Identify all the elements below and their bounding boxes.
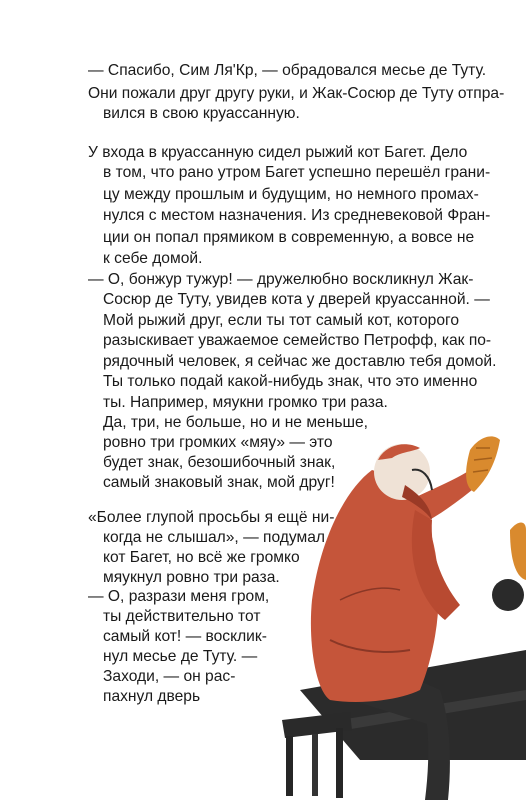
text-line: вился в свою круассанную. [103, 105, 300, 122]
text-line: — О, разрази меня гром, [88, 588, 270, 605]
text-line: Сосюр де Туту, увидев кота у дверей круассанной. — [103, 291, 490, 308]
text-line: мяукнул ровно три раза. [103, 569, 280, 586]
text-line: Заходи, — он рас- [103, 668, 236, 685]
text-line: ции он попал прямиком в современную, а вовсе не [103, 228, 475, 246]
text-line: когда не слышал», — подумал [103, 529, 326, 546]
text-line: рядочный человек, я сейчас же доставлю тебя домой. [103, 352, 497, 370]
text-line: — О, бонжур тужур! — дружелюбно воскликнул Жак- [88, 271, 474, 288]
text-line: Мой рыжий друг, если ты тот самый кот, которого [103, 311, 460, 329]
text-line: нулся с местом назначения. Из средневековой Фран- [103, 207, 491, 224]
text-line: ровно три громких «мяу» — это [103, 434, 333, 451]
text-line: нул месье де Туту. — [103, 648, 258, 665]
text-line: ты. Например, мяукни громко три раза. [103, 393, 388, 411]
text-line: к себе домой. [103, 250, 203, 267]
text-line: будет знак, безошибочный знак, [103, 454, 336, 471]
text-line: Ты только подай какой-нибудь знак, что это именно [103, 373, 478, 390]
text-line: Да, три, не больше, но и не меньше, [103, 414, 368, 431]
text-line: У входа в круассанную сидел рыжий кот Багет. Дело [88, 144, 468, 161]
text-line: самый знаковый знак, мой друг! [103, 474, 335, 491]
text-line: в том, что рано утром Багет успешно перешёл грани- [103, 164, 491, 181]
text-line: разыскивает уважаемое семейство Петрофф, как по- [103, 332, 492, 349]
croissant-illustration [466, 436, 500, 492]
text-line: кот Багет, но всё же громко [103, 549, 300, 566]
text-line: пахнул дверь [103, 688, 201, 705]
text-line: самый кот! — восклик- [103, 628, 267, 645]
text-line: Они пожали друг другу руки, и Жак-Сосюр де Туту отпра- [88, 85, 505, 102]
text-line: цу между прошлым и будущим, но немного промах- [103, 185, 479, 203]
text-line: «Более глупой просьбы я ещё ни- [88, 509, 335, 526]
text-line: — Спасибо, Сим Ля'Кр, — обрадовался месье де Туту. [88, 62, 487, 79]
text-line: ты действительно тот [103, 608, 261, 625]
